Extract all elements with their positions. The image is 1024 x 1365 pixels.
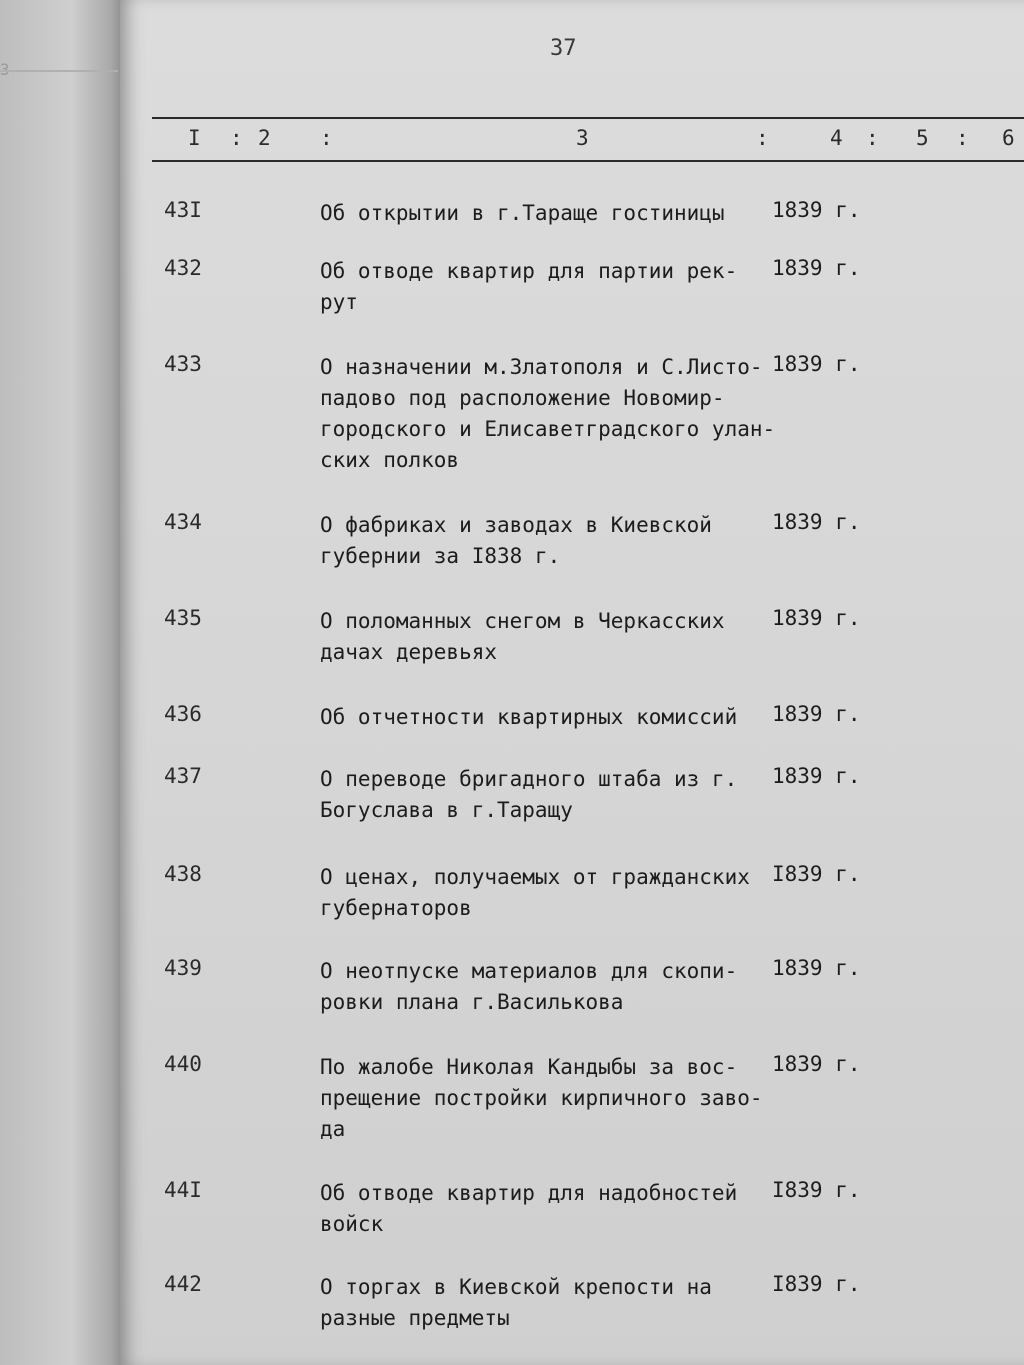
entry-year: 1839 г. — [772, 702, 861, 726]
column-header-separator: : — [320, 126, 333, 150]
column-header-1: I — [188, 126, 201, 150]
column-header-separator: : — [866, 126, 879, 150]
entry-year: 1839 г. — [772, 352, 861, 376]
column-header-3: 3 — [576, 126, 589, 150]
entry-number: 433 — [164, 352, 202, 376]
entry-title: О поломанных снегом в Черкасских дачах деревьях — [320, 609, 725, 664]
entry-number: 438 — [164, 862, 202, 886]
column-header-5: 5 — [916, 126, 929, 150]
column-header-4: 4 — [830, 126, 843, 150]
entry-number: 436 — [164, 702, 202, 726]
entry-year: 1839 г. — [772, 510, 861, 534]
entry-number: 44I — [164, 1178, 202, 1202]
entry-number: 434 — [164, 510, 202, 534]
entry-year: 1839 г. — [772, 764, 861, 788]
entry-year: 1839 г. — [772, 256, 861, 280]
column-header-separator: : — [230, 126, 243, 150]
entry-year: 1839 г. — [772, 606, 861, 630]
entry-title: Об отчетности квартирных комиссий — [320, 705, 738, 729]
left-page-gutter — [0, 0, 130, 1365]
column-header-6: 6 — [1002, 126, 1015, 150]
entry-title: О ценах, получаемых от гражданских губернаторов — [320, 865, 750, 920]
entry-list — [120, 0, 1024, 1365]
entry-number: 437 — [164, 764, 202, 788]
entry-number: 43I — [164, 198, 202, 222]
entry-year: 1839 г. — [772, 1052, 861, 1076]
gutter-ghost-rule — [0, 70, 118, 72]
entry-number: 440 — [164, 1052, 202, 1076]
entry-year: I839 г. — [772, 862, 861, 886]
document-page — [120, 0, 1024, 1365]
entry-title: Об отводе квартир для надобностей войск — [320, 1181, 738, 1236]
entry-title: О назначении м.Златополя и С.Листо- падово под расположение Новомир- городского и Елисаветградского улан- ских полков — [320, 355, 776, 472]
column-header-separator: : — [956, 126, 969, 150]
entry-year: I839 г. — [772, 1178, 861, 1202]
entry-year: I839 г. — [772, 1272, 861, 1296]
entry-title: Об открытии в г.Тараще гостиницы — [320, 201, 725, 225]
page-number: 37 — [550, 36, 577, 61]
entry-title: О торгах в Киевской крепости на разные предметы — [320, 1275, 712, 1330]
column-header-2: 2 — [258, 126, 271, 150]
entry-number: 432 — [164, 256, 202, 280]
entry-number: 442 — [164, 1272, 202, 1296]
column-header-separator: : — [756, 126, 769, 150]
entry-year: 1839 г. — [772, 956, 861, 980]
entry-title: По жалобе Николая Кандыбы за вос- прещение постройки кирпичного заво- да — [320, 1055, 763, 1141]
entry-number: 435 — [164, 606, 202, 630]
entry-year: 1839 г. — [772, 198, 861, 222]
entry-title: О неотпуске материалов для скопи- ровки плана г.Василькова — [320, 959, 738, 1014]
entry-title: О переводе бригадного штаба из г. Богуслава в г.Таращу — [320, 767, 738, 822]
entry-title: О фабриках и заводах в Киевской губернии за I838 г. — [320, 513, 712, 568]
entry-title: Об отводе квартир для партии рек- рут — [320, 259, 738, 314]
entry-number: 439 — [164, 956, 202, 980]
